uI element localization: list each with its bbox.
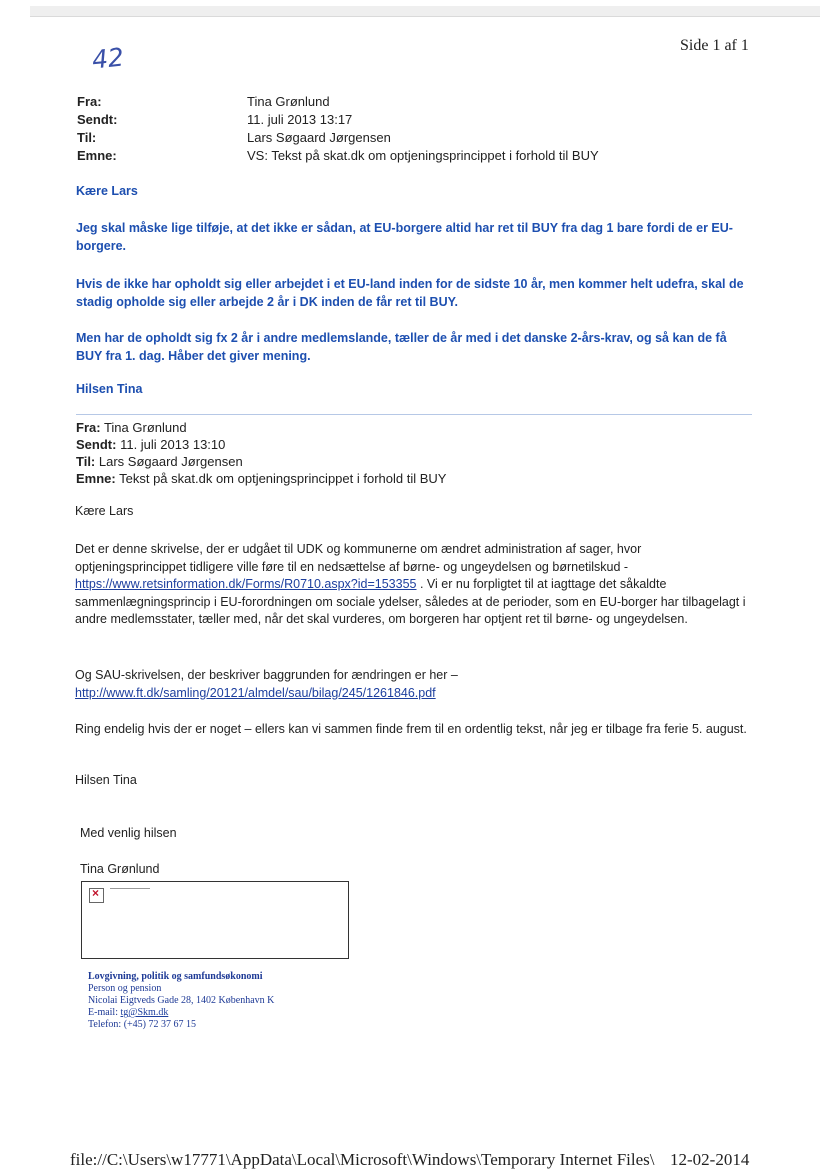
subject-value: VS: Tekst på skat.dk om optjeningsprincippet i forhold til BUY [247,148,599,163]
regards: Med venlig hilsen [80,826,177,840]
handwritten-page-number: 42 [90,42,126,75]
to-label: Til: [76,454,96,469]
image-placeholder-line [110,888,150,889]
subject-label: Emne: [77,148,117,163]
sent-label: Sendt: [77,112,118,127]
email1-header [77,93,599,165]
email2-header [76,419,446,487]
email-label: E-mail: [88,1007,118,1018]
from-label: Fra: [76,420,101,435]
department: Person og pension [88,983,162,994]
email1-greeting: Kære Lars [76,184,138,198]
sent-value: 11. juli 2013 13:17 [247,112,353,127]
email1-paragraph-3: Men har de opholdt sig fx 2 år i andre medlemslande, tæller de år med i det danske 2-års-krav, og så kan de få BUY fra 1. dag. Håber det giver mening. [76,331,727,363]
paragraph-text: Det er denne skrivelse, der er udgået til UDK og kommunerne om ændret administration af sager, hvor optjeningsprincippet tidligere ville føre til en nedsættelse af børne- og ungeydelsen og børnetilskud - [75,542,642,574]
paragraph-text: Og SAU-skrivelsen, der beskriver baggrunden for ændringen er her – [75,668,458,682]
print-footer [70,1150,750,1170]
scan-top-edge [30,6,820,17]
email1-closing: Hilsen Tina [76,382,143,396]
email2-paragraph-2 [75,667,755,702]
sent-label: Sendt: [76,437,117,452]
email-link[interactable]: tg@Skm.dk [120,1007,169,1018]
subject-label: Emne: [76,471,116,486]
email2-paragraph-3: Ring endelig hvis der er noget – ellers kan vi sammen finde frem til en ordentlig tekst, når jeg er tilbage fra ferie 5. august. [75,722,747,736]
email2-closing: Hilsen Tina [75,773,137,787]
email1-paragraph-1: Jeg skal måske lige tilføje, at det ikke er sådan, at EU-borgere altid har ret til BUY fra dag 1 bare fordi de er EU-borgere. [76,221,733,253]
signature-name: Tina Grønlund [80,862,160,876]
ft-dk-link[interactable]: http://www.ft.dk/samling/20121/almdel/sau/bilag/245/1261846.pdf [75,685,436,700]
paragraph-text: . Vi er nu forpligtet til at iagttage det såkaldte sammenlægningsprincip i EU-forordningen om sociale ydelser, således at de perioder, som en EU-borger har tilbagelagt i andre medlemsstater, tæller med, når det skal vurderes, om borgeren har optjent ret til børne- og ungeydelsen. [75,577,746,626]
to-value: Lars Søgaard Jørgensen [247,130,391,145]
to-label: Til: [77,130,97,145]
from-value: Tina Grønlund [247,94,330,109]
file-path: file://C:\Users\w17771\AppData\Local\Microsoft\Windows\Temporary Internet Files\ [70,1150,655,1169]
email2-greeting: Kære Lars [75,504,134,518]
phone-value: (+45) 72 37 67 15 [123,1019,196,1030]
separator [76,414,752,415]
from-value: Tina Grønlund [103,420,187,435]
email2-paragraph-1 [75,541,755,629]
from-label: Fra: [77,94,102,109]
to-value: Lars Søgaard Jørgensen [98,454,243,469]
print-date: 12-02-2014 [670,1150,750,1169]
page-number: Side 1 af 1 [680,37,749,54]
signature-footer [88,971,274,1031]
address: Nicolai Eigtveds Gade 28, 1402 København K [88,995,275,1006]
organization: Lovgivning, politik og samfundsøkonomi [88,971,263,982]
retsinformation-link[interactable]: https://www.retsinformation.dk/Forms/R0710.aspx?id=153355 [75,577,417,591]
phone-label: Telefon: [88,1019,122,1030]
subject-value: Tekst på skat.dk om optjeningsprincippet i forhold til BUY [119,471,447,486]
broken-image-icon [89,888,104,903]
signature-image-box [81,881,349,959]
sent-value: 11. juli 2013 13:10 [120,437,226,452]
email1-paragraph-2: Hvis de ikke har opholdt sig eller arbejdet i et EU-land inden for de sidste 10 år, men kommer helt udefra, skal de stadig opholde sig eller arbejde 2 år i DK inden de får ret til BUY. [76,277,744,309]
